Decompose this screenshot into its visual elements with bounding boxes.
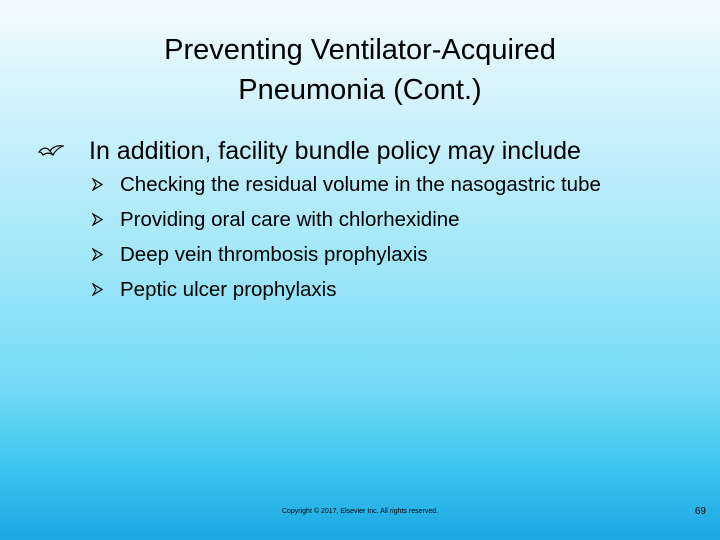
title-line-1: Preventing Ventilator-Acquired	[164, 34, 556, 66]
title-line-2: Pneumonia (Cont.)	[238, 74, 482, 106]
arrow-head-icon	[92, 213, 103, 226]
sub-bullet-text: Peptic ulcer prophylaxis	[120, 278, 337, 301]
slide-footer	[0, 505, 720, 519]
arrow-head-icon	[92, 178, 103, 191]
main-bullet-text: In addition, facility bundle policy may include	[89, 137, 581, 165]
list-item	[92, 205, 652, 234]
arrow-head-icon	[92, 248, 103, 261]
list-item	[92, 275, 652, 304]
flying-bird-icon	[38, 143, 64, 159]
sub-bullet-text: Deep vein thrombosis prophylaxis	[120, 243, 428, 266]
page-number: 69	[694, 506, 706, 517]
arrow-head-icon	[92, 283, 103, 296]
list-item	[92, 240, 652, 269]
sub-bullet-text: Checking the residual volume in the nasogastric tube	[120, 173, 601, 196]
list-item	[92, 170, 652, 199]
slide-title	[60, 30, 660, 110]
sub-bullet-list	[92, 170, 652, 310]
copyright-notice: Copyright © 2017, Elsevier Inc. All rights reserved.	[281, 508, 439, 515]
sub-bullet-text: Providing oral care with chlorhexidine	[120, 208, 460, 231]
